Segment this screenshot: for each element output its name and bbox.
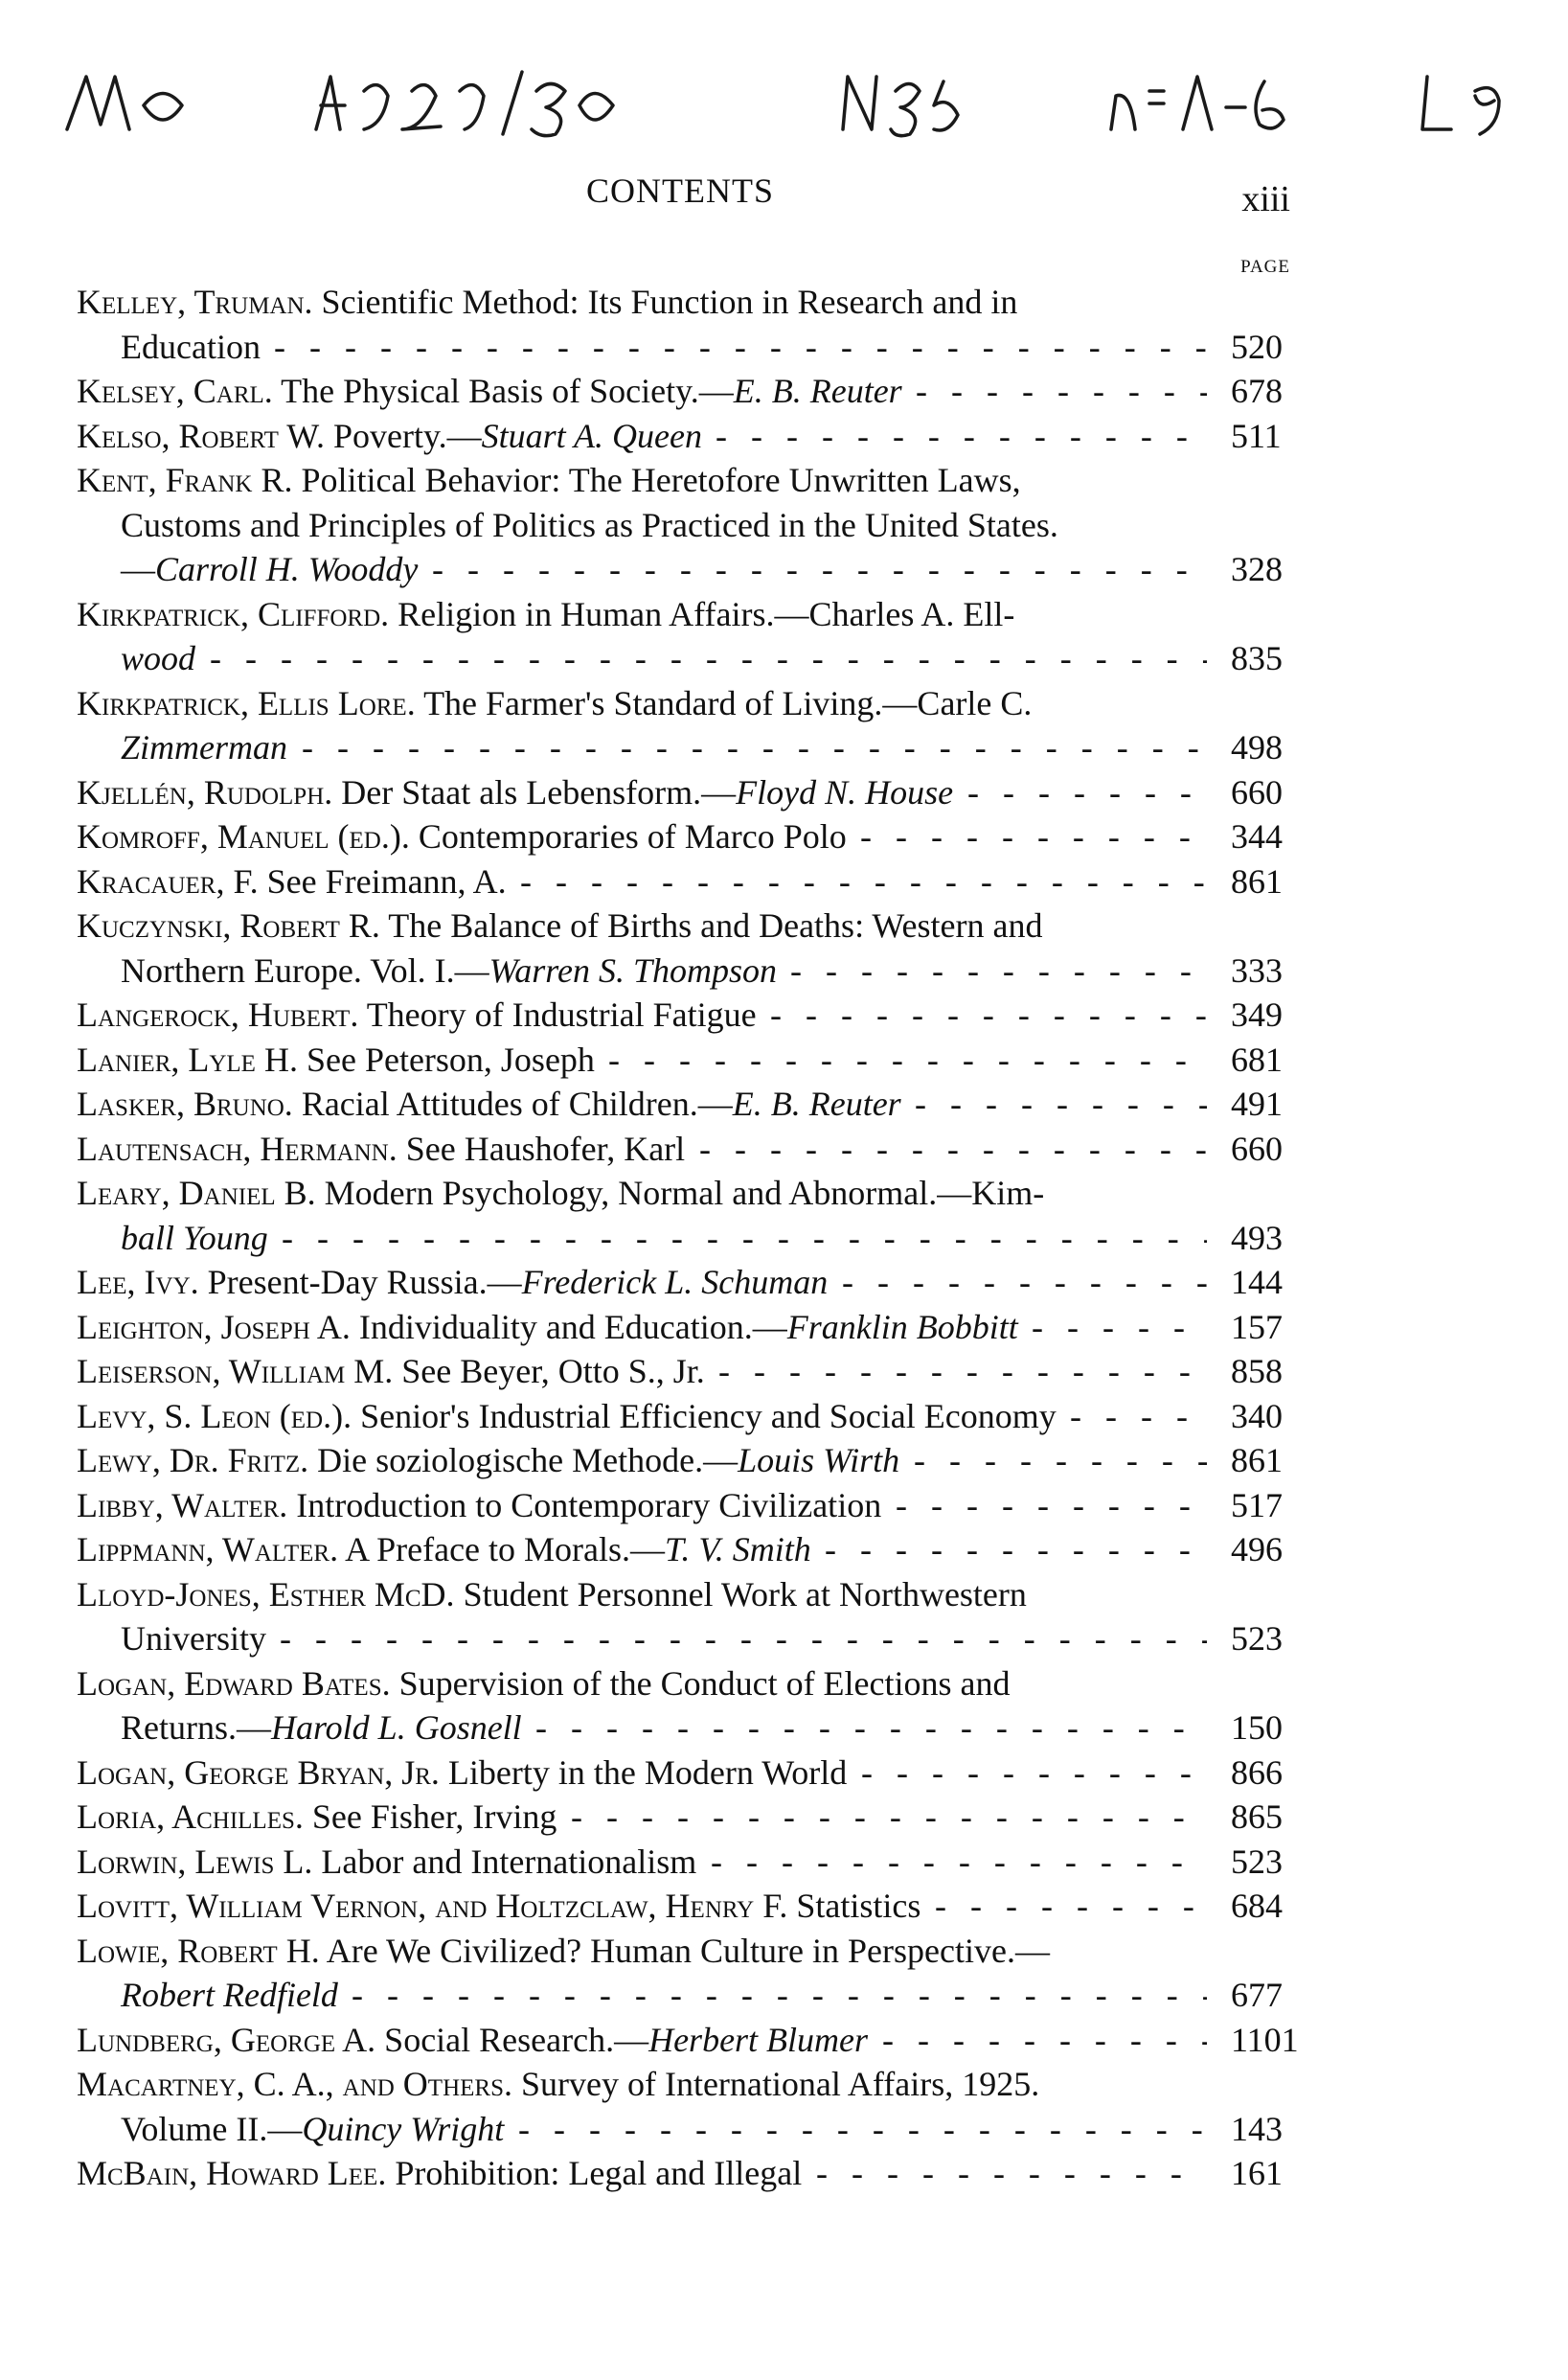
entry-page: 333 bbox=[1231, 950, 1283, 990]
entry-title: Der Staat als Lebensform.— bbox=[341, 772, 737, 812]
entry-author: Lasker, Bruno. bbox=[77, 1085, 293, 1123]
entry-page: 861 bbox=[1231, 861, 1283, 901]
dot-leader bbox=[825, 1527, 1207, 1572]
entry-title: Contemporaries of Marco Polo bbox=[418, 817, 847, 856]
entry-line bbox=[77, 1171, 1293, 1216]
entry-title: Individuality and Education.— bbox=[358, 1307, 787, 1346]
entry-page: 511 bbox=[1231, 416, 1282, 455]
entry-title: Survey of International Affairs, 1925. bbox=[520, 2065, 1040, 2103]
entry-author: Logan, George Bryan, Jr. bbox=[77, 1752, 440, 1792]
entry-page: 157 bbox=[1231, 1307, 1283, 1346]
dot-leader bbox=[699, 1127, 1207, 1172]
dot-leader bbox=[935, 1884, 1207, 1929]
entry-title: See Freimann, A. bbox=[266, 861, 507, 901]
contents-list bbox=[77, 280, 1299, 2196]
entry-text bbox=[77, 1038, 595, 1083]
entry-line bbox=[77, 1349, 1293, 1394]
dot-leader bbox=[915, 1082, 1207, 1127]
entry-line bbox=[77, 993, 1293, 1038]
dot-leader bbox=[571, 1795, 1207, 1840]
entry-reviewer: Franklin Bobbitt bbox=[786, 1307, 1018, 1346]
contents-entry bbox=[77, 1038, 1293, 1083]
dot-leader bbox=[1032, 1305, 1207, 1350]
entry-reviewer: ball Young bbox=[121, 1218, 268, 1257]
contents-entry bbox=[77, 2062, 1293, 2151]
entry-page: 498 bbox=[1231, 728, 1283, 767]
entry-reviewer: Floyd N. House bbox=[736, 772, 954, 812]
entry-text bbox=[77, 1795, 557, 1840]
contents-entry bbox=[77, 1527, 1293, 1572]
entry-text bbox=[77, 1483, 881, 1528]
entry-page: 150 bbox=[1231, 1708, 1283, 1747]
entry-line bbox=[77, 1840, 1293, 1885]
entry-text bbox=[77, 1349, 705, 1394]
dot-leader bbox=[716, 414, 1207, 459]
entry-page: 861 bbox=[1231, 1441, 1283, 1479]
entry-text bbox=[77, 1661, 1011, 1706]
entry-reviewer: Carroll H. Wooddy bbox=[155, 550, 419, 588]
contents-entry bbox=[77, 592, 1293, 681]
dot-leader bbox=[210, 636, 1207, 681]
entry-line bbox=[77, 1572, 1293, 1617]
entry-title: Religion in Human Affairs.—Charles A. Ell- bbox=[398, 594, 1015, 633]
entry-line bbox=[77, 1973, 1293, 2018]
entry-text bbox=[77, 859, 507, 904]
entry-line bbox=[77, 636, 1293, 681]
entry-reviewer: Herbert Blumer bbox=[648, 2020, 869, 2059]
entry-title: Racial Attitudes of Children.— bbox=[301, 1085, 733, 1123]
entry-title: Are We Civilized? Human Culture in Perspective.— bbox=[326, 1931, 1050, 1970]
entry-page: 517 bbox=[1231, 1485, 1283, 1524]
entry-text bbox=[77, 1082, 901, 1127]
contents-entry bbox=[77, 2018, 1299, 2063]
entry-line bbox=[77, 949, 1293, 994]
entry-title: Die soziologische Methode.— bbox=[317, 1441, 739, 1479]
entry-reviewer: E. B. Reuter bbox=[733, 372, 902, 410]
entry-text bbox=[77, 2062, 1039, 2107]
entry-text bbox=[77, 414, 702, 459]
entry-title: The Physical Basis of Society.— bbox=[281, 372, 734, 410]
contents-entry bbox=[77, 859, 1293, 904]
entry-line bbox=[77, 1661, 1293, 1706]
entry-text bbox=[77, 1438, 899, 1483]
contents-entry bbox=[77, 1795, 1293, 1840]
entry-title: Prohibition: Legal and Illegal bbox=[395, 2154, 803, 2192]
entry-author: Langerock, Hubert. bbox=[77, 995, 359, 1034]
dot-leader bbox=[711, 1840, 1207, 1885]
entry-title: See Beyer, Otto S., Jr. bbox=[401, 1352, 705, 1390]
entry-title: The Farmer's Standard of Living.—Carle C. bbox=[423, 683, 1033, 722]
entry-title: Senior's Industrial Efficiency and Social Economy bbox=[360, 1396, 1057, 1435]
entry-author: Leary, Daniel B. bbox=[77, 1174, 316, 1212]
entry-text bbox=[77, 458, 1021, 503]
entry-reviewer: Frederick L. Schuman bbox=[521, 1263, 829, 1301]
dot-leader bbox=[535, 1705, 1207, 1751]
dot-leader bbox=[432, 547, 1207, 592]
entry-reviewer: T. V. Smith bbox=[665, 1530, 811, 1568]
page-number: xiii bbox=[1241, 179, 1290, 219]
contents-entry bbox=[77, 1751, 1293, 1796]
entry-page: 349 bbox=[1231, 995, 1283, 1034]
dot-leader bbox=[282, 1216, 1207, 1261]
entry-author: Logan, Edward Bates. bbox=[77, 1663, 391, 1703]
entry-author: Leiserson, William M. bbox=[77, 1352, 394, 1390]
entry-line bbox=[77, 814, 1293, 859]
contents-entry bbox=[77, 1127, 1293, 1172]
entry-page: 344 bbox=[1231, 817, 1283, 856]
dot-leader bbox=[520, 859, 1207, 904]
entry-text bbox=[121, 2107, 504, 2152]
dot-leader bbox=[914, 1438, 1207, 1483]
entry-page: 684 bbox=[1231, 1887, 1283, 1925]
entry-text bbox=[77, 1884, 920, 1929]
dot-leader bbox=[916, 369, 1207, 414]
entry-page: 1101 bbox=[1231, 2020, 1299, 2059]
entry-author: Leighton, Joseph A. bbox=[77, 1307, 351, 1346]
dot-leader bbox=[860, 814, 1207, 859]
entry-page: 496 bbox=[1231, 1530, 1283, 1568]
contents-entry bbox=[77, 1661, 1293, 1751]
entry-title: Volume II.— bbox=[121, 2109, 303, 2148]
entry-text bbox=[77, 1260, 828, 1305]
contents-entry bbox=[77, 681, 1293, 770]
entry-line bbox=[77, 2018, 1299, 2063]
entry-text bbox=[77, 681, 1032, 726]
contents-entry bbox=[77, 814, 1293, 859]
entry-line bbox=[77, 1216, 1293, 1261]
dot-leader bbox=[518, 2107, 1207, 2152]
entry-page: 858 bbox=[1231, 1352, 1283, 1390]
entry-title: Liberty in the Modern World bbox=[447, 1752, 848, 1792]
entry-line bbox=[77, 1705, 1293, 1751]
entry-line bbox=[77, 904, 1293, 949]
entry-line bbox=[77, 1795, 1293, 1840]
handwriting-icon bbox=[0, 38, 1568, 153]
dot-leader bbox=[608, 1038, 1207, 1083]
entry-line bbox=[77, 503, 1293, 548]
entry-page: 681 bbox=[1231, 1040, 1283, 1079]
entry-author: Levy, S. Leon (ed.). bbox=[77, 1396, 352, 1435]
entry-author: Lundberg, George A. bbox=[77, 2020, 376, 2059]
entry-text bbox=[77, 1527, 811, 1572]
entry-title: Statistics bbox=[796, 1887, 921, 1925]
entry-title: Present-Day Russia.— bbox=[207, 1263, 522, 1301]
entry-line bbox=[77, 1394, 1293, 1439]
entry-text bbox=[77, 1840, 696, 1885]
entry-author: Lewy, Dr. Fritz. bbox=[77, 1441, 309, 1479]
entry-page: 328 bbox=[1231, 550, 1283, 588]
entry-line bbox=[77, 280, 1293, 325]
entry-text bbox=[77, 2018, 868, 2063]
entry-author: Macartney, C. A., and Others. bbox=[77, 2065, 512, 2103]
entry-line bbox=[77, 1038, 1293, 1083]
entry-line bbox=[77, 1127, 1293, 1172]
entry-line bbox=[77, 1483, 1293, 1528]
entry-page: 340 bbox=[1231, 1396, 1283, 1435]
entry-text bbox=[77, 592, 1014, 637]
entry-title: Supervision of the Conduct of Elections and bbox=[398, 1663, 1011, 1703]
entry-reviewer: Zimmerman bbox=[121, 728, 288, 767]
entry-line bbox=[77, 547, 1293, 592]
entry-line bbox=[77, 770, 1293, 815]
entry-text bbox=[121, 636, 195, 681]
entry-author: Lloyd-Jones, Esther McD. bbox=[77, 1574, 455, 1613]
entry-line bbox=[77, 1260, 1293, 1305]
contents-entry bbox=[77, 1884, 1293, 1929]
entry-page: 523 bbox=[1231, 1619, 1283, 1658]
entry-title: Student Personnel Work at Northwestern bbox=[463, 1574, 1027, 1613]
dot-leader bbox=[861, 1751, 1207, 1796]
entry-text bbox=[121, 1216, 268, 1261]
entry-author: Kracauer, F. bbox=[77, 861, 259, 901]
entry-author: Kelley, Truman. bbox=[77, 283, 313, 321]
entry-line bbox=[77, 681, 1293, 726]
entry-author: Kuczynski, Robert R. bbox=[77, 906, 380, 945]
contents-entry bbox=[77, 1483, 1293, 1528]
entry-text bbox=[77, 1394, 1057, 1439]
entry-line bbox=[77, 1527, 1293, 1572]
entry-reviewer: Louis Wirth bbox=[738, 1441, 900, 1479]
contents-entry bbox=[77, 904, 1293, 993]
contents-entry bbox=[77, 993, 1293, 1038]
entry-line bbox=[77, 458, 1293, 503]
entry-line bbox=[77, 325, 1293, 370]
entry-reviewer: Quincy Wright bbox=[302, 2109, 505, 2148]
contents-entry bbox=[77, 1082, 1293, 1127]
dot-leader bbox=[302, 725, 1207, 770]
entry-author: Lautensach, Hermann. bbox=[77, 1129, 398, 1168]
entry-title: Modern Psychology, Normal and Abnormal.—Kim- bbox=[324, 1174, 1045, 1212]
entry-title: The Balance of Births and Deaths: Western and bbox=[388, 906, 1043, 945]
entry-author: Lovitt, William Vernon, and Holtzclaw, Henry F. bbox=[77, 1887, 788, 1925]
entry-text bbox=[121, 503, 1058, 548]
entry-text bbox=[77, 2151, 802, 2196]
entry-text bbox=[77, 1171, 1044, 1216]
contents-entry bbox=[77, 1349, 1293, 1394]
entry-title: Introduction to Contemporary Civilization bbox=[296, 1485, 882, 1524]
entry-text bbox=[77, 993, 757, 1038]
entry-reviewer: Stuart A. Queen bbox=[481, 416, 702, 455]
entry-line bbox=[77, 859, 1293, 904]
contents-entry bbox=[77, 770, 1293, 815]
contents-entry bbox=[77, 458, 1293, 592]
entry-reviewer: wood bbox=[121, 639, 196, 677]
entry-text bbox=[121, 325, 261, 370]
entry-page: 835 bbox=[1231, 639, 1283, 677]
entry-text bbox=[121, 949, 777, 994]
dot-leader bbox=[718, 1349, 1207, 1394]
contents-entry bbox=[77, 1394, 1293, 1439]
entry-line bbox=[77, 369, 1293, 414]
contents-entry bbox=[77, 1305, 1293, 1350]
entry-line bbox=[77, 1751, 1293, 1796]
entry-author: Komroff, Manuel (ed.). bbox=[77, 817, 410, 856]
page-title: CONTENTS bbox=[586, 172, 774, 210]
entry-page: 660 bbox=[1231, 772, 1283, 812]
entry-page: 660 bbox=[1231, 1129, 1283, 1168]
entry-line bbox=[77, 1305, 1293, 1350]
entry-author: Loria, Achilles. bbox=[77, 1797, 304, 1836]
entry-title: Poverty.— bbox=[332, 416, 482, 455]
entry-author: Kelso, Robert W. bbox=[77, 416, 325, 455]
entry-title: University bbox=[121, 1619, 266, 1658]
entry-text bbox=[77, 369, 902, 414]
contents-entry bbox=[77, 1260, 1293, 1305]
entry-author: Libby, Walter. bbox=[77, 1485, 288, 1524]
entry-reviewer: Harold L. Gosnell bbox=[271, 1708, 522, 1747]
entry-line bbox=[77, 2107, 1293, 2152]
entry-page: 866 bbox=[1231, 1752, 1283, 1792]
entry-page: 677 bbox=[1231, 1976, 1283, 2014]
entry-text bbox=[121, 547, 418, 592]
entry-text bbox=[121, 1616, 266, 1661]
entry-reviewer: Warren S. Thompson bbox=[489, 950, 777, 990]
dot-leader bbox=[274, 325, 1207, 370]
entry-page: 143 bbox=[1231, 2109, 1283, 2148]
dot-leader bbox=[1070, 1394, 1207, 1439]
entry-line bbox=[77, 414, 1293, 459]
entry-title: Labor and Internationalism bbox=[321, 1842, 697, 1881]
dot-leader bbox=[352, 1973, 1207, 2018]
entry-reviewer: E. B. Reuter bbox=[732, 1085, 901, 1123]
entry-line bbox=[77, 592, 1293, 637]
contents-entry bbox=[77, 2151, 1293, 2196]
entry-text bbox=[77, 1751, 847, 1796]
entry-author: Kent, Frank R. bbox=[77, 461, 293, 499]
entry-reviewer: Robert Redfield bbox=[121, 1976, 338, 2014]
entry-text bbox=[121, 725, 287, 770]
contents-entry bbox=[77, 1438, 1293, 1483]
entry-line bbox=[77, 1929, 1293, 1974]
entry-title: Social Research.— bbox=[384, 2020, 649, 2059]
contents-entry bbox=[77, 369, 1293, 414]
entry-author: Kirkpatrick, Ellis Lore. bbox=[77, 683, 416, 722]
entry-page: 161 bbox=[1231, 2154, 1283, 2192]
entry-author: Lorwin, Lewis L. bbox=[77, 1842, 313, 1881]
handwritten-call-number bbox=[0, 38, 1568, 153]
entry-text bbox=[77, 1305, 1018, 1350]
dot-leader bbox=[896, 1483, 1207, 1528]
entry-page: 520 bbox=[1231, 327, 1283, 366]
entry-author: Kelsey, Carl. bbox=[77, 372, 273, 410]
dot-leader bbox=[816, 2151, 1207, 2196]
entry-line bbox=[77, 1082, 1293, 1127]
dot-leader bbox=[790, 949, 1207, 994]
entry-title: Education bbox=[121, 327, 261, 366]
entry-text bbox=[77, 1929, 1050, 1974]
entry-page: 678 bbox=[1231, 372, 1283, 410]
dot-leader bbox=[770, 993, 1207, 1038]
entry-text bbox=[121, 1973, 338, 2018]
entry-page: 144 bbox=[1231, 1263, 1283, 1301]
entry-line bbox=[77, 2062, 1293, 2107]
entry-title: See Haushofer, Karl bbox=[405, 1129, 686, 1168]
entry-text bbox=[77, 1572, 1027, 1617]
entry-title: Returns.— bbox=[121, 1708, 271, 1747]
entry-author: McBain, Howard Lee. bbox=[77, 2154, 387, 2192]
entry-title: Customs and Principles of Politics as Practiced in the United States. bbox=[121, 505, 1058, 544]
entry-text bbox=[77, 904, 1042, 949]
entry-line bbox=[77, 1616, 1293, 1661]
dot-leader bbox=[882, 2018, 1207, 2063]
entry-author: Lippmann, Walter. bbox=[77, 1530, 339, 1568]
entry-title: Political Behavior: The Heretofore Unwritten Laws, bbox=[301, 461, 1021, 499]
page-header bbox=[0, 171, 1568, 228]
entry-text bbox=[121, 1705, 522, 1751]
contents-entry bbox=[77, 1840, 1293, 1885]
entry-page: 491 bbox=[1231, 1085, 1283, 1123]
entry-text bbox=[77, 770, 953, 815]
dot-leader bbox=[842, 1260, 1207, 1305]
entry-line bbox=[77, 725, 1293, 770]
contents-entry bbox=[77, 1572, 1293, 1661]
entry-author: Lanier, Lyle H. bbox=[77, 1040, 298, 1079]
page-column-label: PAGE bbox=[1240, 257, 1290, 277]
entry-title: Scientific Method: Its Function in Research and in bbox=[321, 283, 1018, 321]
contents-entry bbox=[77, 414, 1293, 459]
entry-page: 865 bbox=[1231, 1797, 1283, 1836]
entry-author: Lee, Ivy. bbox=[77, 1263, 199, 1301]
entry-text bbox=[77, 280, 1017, 325]
entry-title: Theory of Industrial Fatigue bbox=[366, 995, 757, 1034]
entry-title: Northern Europe. Vol. I.— bbox=[121, 950, 489, 990]
contents-entry bbox=[77, 280, 1293, 369]
contents-entry bbox=[77, 1929, 1293, 2018]
entry-text bbox=[77, 1127, 685, 1172]
entry-page: 493 bbox=[1231, 1218, 1283, 1257]
entry-title: A Preface to Morals.— bbox=[345, 1530, 666, 1568]
dot-leader bbox=[967, 770, 1207, 815]
entry-title: — bbox=[121, 550, 155, 588]
entry-author: Kirkpatrick, Clifford. bbox=[77, 594, 390, 633]
entry-line bbox=[77, 2151, 1293, 2196]
contents-entry bbox=[77, 1171, 1293, 1260]
entry-author: Kjellén, Rudolph. bbox=[77, 772, 333, 812]
entry-line bbox=[77, 1884, 1293, 1929]
entry-title: See Peterson, Joseph bbox=[306, 1040, 595, 1079]
entry-author: Lowie, Robert H. bbox=[77, 1931, 320, 1970]
entry-page: 523 bbox=[1231, 1842, 1283, 1881]
entry-text bbox=[77, 814, 847, 859]
entry-line bbox=[77, 1438, 1293, 1483]
dot-leader bbox=[280, 1616, 1207, 1661]
entry-title: See Fisher, Irving bbox=[311, 1797, 557, 1836]
